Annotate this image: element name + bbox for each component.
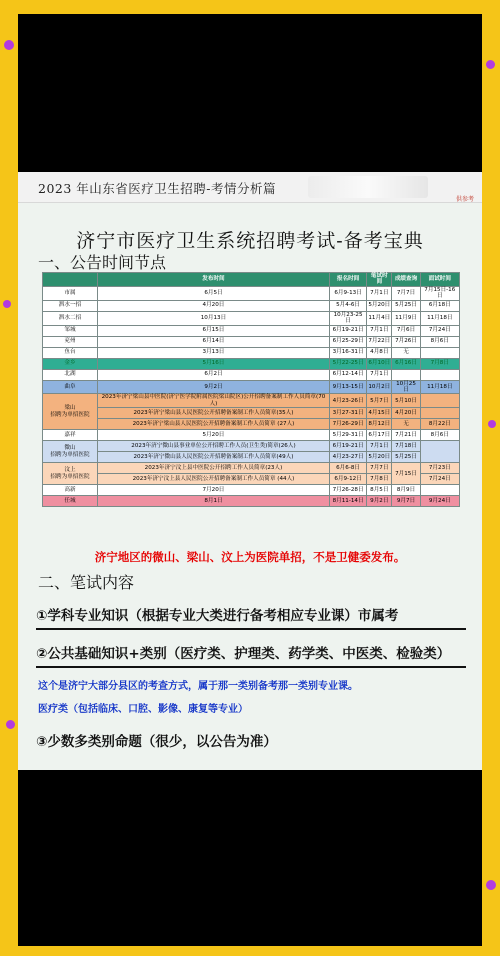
table-cell: 6月12-14日 — [329, 369, 366, 380]
table-row — [43, 336, 460, 347]
table-cell — [420, 408, 459, 419]
blurred-watermark — [308, 176, 428, 198]
table-cell: 8月22日 — [420, 419, 459, 430]
table-cell: 7月1日 — [367, 369, 392, 380]
table-row — [43, 358, 460, 369]
table-cell: 8月6日 — [420, 336, 459, 347]
table-cell: 2023年济宁汶上县中医院公开招聘工作人员简章(23人) — [98, 463, 330, 474]
table-row — [43, 408, 460, 419]
table-cell: 7月22日 — [367, 336, 392, 347]
table-cell: 2023年济宁梁山县中医院(济宁医学院附属医院梁山院区)公开招聘备案制工作人员简章(70人) — [98, 394, 330, 408]
table-cell: 8月5日 — [367, 485, 392, 496]
table-row — [43, 286, 460, 300]
table-cell: 鱼台 — [43, 347, 98, 358]
table-cell: 8月6日 — [420, 430, 459, 441]
table-cell: 7月7日 — [392, 286, 420, 300]
table-cell: 9月2日 — [367, 496, 392, 507]
note-2: 医疗类（包括临床、口腔、影像、康复等专业） — [38, 704, 248, 715]
table-row — [43, 485, 460, 496]
table-cell: 6月10日 — [367, 358, 392, 369]
table-row — [43, 347, 460, 358]
table-row — [43, 441, 460, 452]
table-cell: 3月13日 — [98, 347, 330, 358]
table-cell: 7月24日 — [420, 474, 459, 485]
divider — [36, 628, 466, 630]
decor-dot — [6, 720, 15, 729]
table-cell: 微山 招聘为单招医院 — [43, 441, 98, 463]
table-cell: 4月20日 — [98, 300, 330, 311]
table-cell: 北湖 — [43, 369, 98, 380]
table-cell: 7月7日 — [367, 463, 392, 474]
table-row — [43, 452, 460, 463]
table-cell: 7月8日 — [367, 474, 392, 485]
table-cell — [420, 394, 459, 408]
table-cell: 6月19-21日 — [329, 325, 366, 336]
item-3: ③少数多类别命题（很少，以公告为准） — [36, 734, 277, 750]
table-cell: 高新 — [43, 485, 98, 496]
table-cell: 兖州 — [43, 336, 98, 347]
table-cell: 2023年济宁微山县事业单位公开招聘工作人员(卫生类)简章(26人) — [98, 441, 330, 452]
table-cell: 6月15日 — [98, 325, 330, 336]
table-cell: 3月16-31日 — [329, 347, 366, 358]
table-cell: 11月9日 — [392, 311, 420, 325]
table-cell: 嘉祥 — [43, 430, 98, 441]
item-2: ②公共基础知识+类别（医疗类、护理类、药学类、中医类、检验类） — [36, 646, 451, 662]
header-title: 2023 年山东省医疗卫生招聘-考情分析篇 — [38, 181, 277, 196]
bottom-black-panel — [18, 770, 482, 946]
table-cell — [420, 369, 459, 380]
table-cell: 5月20日 — [367, 452, 392, 463]
main-title: 济宁市医疗卫生系统招聘考试-备考宝典 — [76, 230, 424, 252]
table-row — [43, 325, 460, 336]
decor-dot — [488, 420, 496, 428]
section-heading-1: 一、公告时间节点 — [38, 253, 167, 272]
header-tag: 供参考 — [455, 196, 474, 203]
table-cell: 6月9-13日 — [329, 286, 366, 300]
schedule-table — [42, 272, 460, 507]
table-cell: 无 — [392, 347, 420, 358]
table-cell: 梁山 招聘为单招医院 — [43, 394, 98, 430]
table-cell: 11月18日 — [420, 311, 459, 325]
table-cell: 5月7日 — [367, 394, 392, 408]
table-cell: 6月14日 — [98, 336, 330, 347]
decor-dot — [4, 40, 14, 50]
table-cell: 9月7日 — [392, 496, 420, 507]
decor-dot — [486, 880, 496, 890]
table-cell: 7月1日 — [367, 441, 392, 452]
table-cell: 邹城 — [43, 325, 98, 336]
table-cell: 7月20日 — [98, 485, 330, 496]
table-cell: 11月4日 — [367, 311, 392, 325]
table-cell: 任城 — [43, 496, 98, 507]
table-cell: 6月19-21日 — [329, 441, 366, 452]
table-cell: 7月23日 — [420, 463, 459, 474]
table-cell: 7月15日 — [392, 463, 420, 485]
table-cell: 7月8日 — [420, 358, 459, 369]
header-cell: 成绩查询 — [392, 273, 420, 287]
table-cell: 6月17日 — [367, 430, 392, 441]
table-cell: 7月15日-16日 — [420, 286, 459, 300]
note-1: 这个是济宁大部分县区的考查方式，属于那一类别备考那一类别专业课。 — [38, 681, 358, 692]
table-row — [43, 311, 460, 325]
table-cell: 7月26-28日 — [329, 485, 366, 496]
table-cell: 2023年济宁微山县人民医院公开招聘备案制工作人员简章(49人) — [98, 452, 330, 463]
top-black-panel — [18, 14, 482, 172]
table-cell: 2023年济宁梁山县人民医院公开招聘备案制工作人员简章(35人) — [98, 408, 330, 419]
table-cell: 6月9-12日 — [329, 474, 366, 485]
divider — [36, 666, 466, 668]
table-cell: 8月9日 — [392, 485, 420, 496]
table-cell: 7月6日 — [392, 325, 420, 336]
table-cell: 4月8日 — [367, 347, 392, 358]
document-card — [18, 172, 482, 770]
table-cell: 7月26日 — [392, 336, 420, 347]
table-cell: 6月6-8日 — [329, 463, 366, 474]
table-cell: 5月22-25日 — [329, 358, 366, 369]
table-cell: 6月5日 — [98, 286, 330, 300]
table-cell: 7月21日 — [392, 430, 420, 441]
table-cell: 10月23-25日 — [329, 311, 366, 325]
table-cell: 8月1日 — [98, 496, 330, 507]
table-cell: 4月20日 — [392, 408, 420, 419]
header-cell: 笔试时间 — [367, 273, 392, 287]
table-cell: 7月1日 — [367, 286, 392, 300]
table-cell: 10月25日 — [392, 380, 420, 394]
table-row — [43, 369, 460, 380]
table-header-row — [43, 273, 460, 287]
table-cell: 5月29-31日 — [329, 430, 366, 441]
table-cell: 4月15日 — [367, 408, 392, 419]
header-cell: 发布时间 — [98, 273, 330, 287]
table-cell: 3月27-31日 — [329, 408, 366, 419]
section-heading-2: 二、笔试内容 — [38, 573, 135, 592]
table-cell: 4月23-27日 — [329, 452, 366, 463]
red-note: 济宁地区的微山、梁山、汶上为医院单招，不是卫健委发布。 — [94, 550, 406, 564]
header-bar — [18, 172, 482, 203]
table-cell: 11月18日 — [420, 380, 459, 394]
table-cell: 2023年济宁汶上县人民医院公开招聘备案制工作人员简章 (44人) — [98, 474, 330, 485]
header-cell — [43, 273, 98, 287]
table-cell — [392, 369, 420, 380]
table-cell: 5月20日 — [367, 300, 392, 311]
table-cell: 5月16日 — [98, 358, 330, 369]
table-row — [43, 463, 460, 474]
table-cell: 泗水二招 — [43, 311, 98, 325]
table-cell: 6月2日 — [98, 369, 330, 380]
table-cell: 5月20日 — [98, 430, 330, 441]
table-cell: 9月24日 — [420, 496, 459, 507]
table-cell: 5月25日 — [392, 452, 420, 463]
table-row — [43, 496, 460, 507]
table-cell: 5月10日 — [392, 394, 420, 408]
table-cell: 金乡 — [43, 358, 98, 369]
table-row — [43, 394, 460, 408]
table-cell: 4月23-26日 — [329, 394, 366, 408]
table-cell: 5月25日 — [392, 300, 420, 311]
table-cell: 无 — [392, 419, 420, 430]
table-cell: 市属 — [43, 286, 98, 300]
table-cell: 8月11-14日 — [329, 496, 366, 507]
table-cell: 10月13日 — [98, 311, 330, 325]
table-cell: 9月2日 — [98, 380, 330, 394]
table-cell: 6月16日 — [392, 358, 420, 369]
table-cell: 泗水一招 — [43, 300, 98, 311]
table-row — [43, 419, 460, 430]
decor-dot — [3, 300, 11, 308]
table-cell: 7月26-29日 — [329, 419, 366, 430]
header-cell: 报名时间 — [329, 273, 366, 287]
table-cell: 2023年济宁梁山县人民医院公开招聘备案制工作人员简章 (27人) — [98, 419, 330, 430]
table-cell: 7月24日 — [420, 325, 459, 336]
table-cell: 8月12日 — [367, 419, 392, 430]
table-cell: 10月2日 — [367, 380, 392, 394]
table-row — [43, 430, 460, 441]
table-cell: 7月18日 — [392, 441, 420, 452]
table-cell: 9月13-15日 — [329, 380, 366, 394]
table-cell — [420, 347, 459, 358]
table-row — [43, 300, 460, 311]
header-cell: 面试时间 — [420, 273, 459, 287]
table-cell — [420, 441, 459, 463]
decor-dot — [486, 60, 495, 69]
table-cell: 7月1日 — [367, 325, 392, 336]
table-cell — [420, 485, 459, 496]
table-cell: 6月25-29日 — [329, 336, 366, 347]
item-1: ①学科专业知识（根据专业大类进行备考相应专业课）市属考 — [36, 608, 399, 624]
table-cell: 6月18日 — [420, 300, 459, 311]
table-cell: 汶上 招聘为单招医院 — [43, 463, 98, 485]
table-cell: 曲阜 — [43, 380, 98, 394]
table-row — [43, 380, 460, 394]
table-cell: 5月4-6日 — [329, 300, 366, 311]
